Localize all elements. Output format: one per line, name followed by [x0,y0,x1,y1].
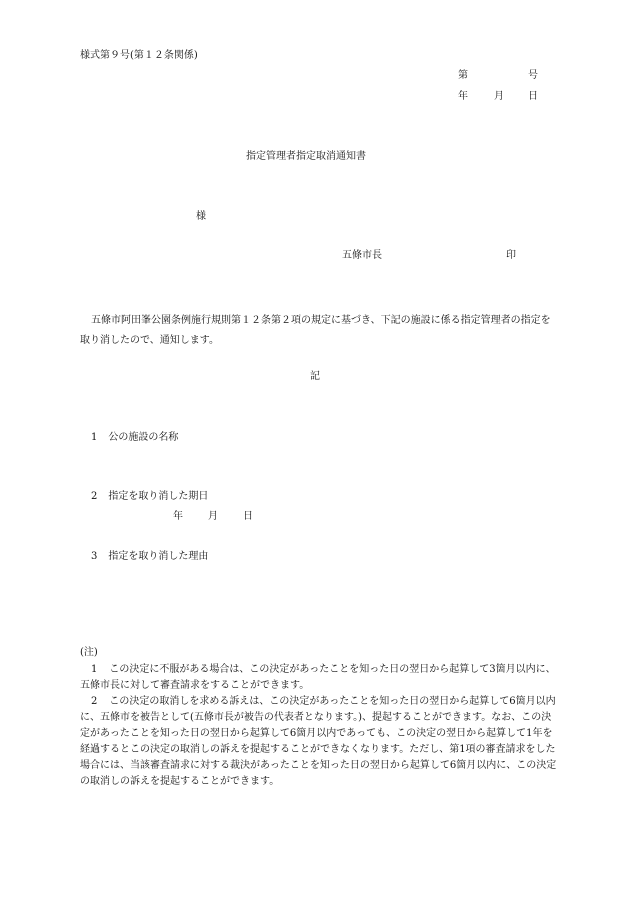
item-2 [91,491,208,503]
document-number-prefix: 第 [458,70,468,81]
item-3 [91,551,208,563]
document-title: 指定管理者指定取消通知書 [246,151,366,162]
document-number-suffix: 号 [528,70,538,81]
item-number: 3 [91,551,98,562]
note-2 [80,694,558,790]
item-number: 2 [91,491,98,502]
item-label: 指定を取り消した理由 [108,551,209,562]
note-1 [80,662,558,694]
notes-heading: (注) [80,647,98,658]
date-year: 年 [458,91,468,102]
item2-date-month: 月 [208,511,218,522]
date-day: 日 [528,91,538,102]
ki-label: 記 [310,371,320,382]
body-paragraph: 五條市阿田峯公園条例施行規則第１２条第２項の規定に基づき、下記の施設に係る指定管理者の指定を取り消したので、通知します。 [80,315,551,346]
item2-date-day: 日 [243,511,253,522]
item2-date-year: 年 [173,511,183,522]
note-text: この決定に不服がある場合は、この決定があったことを知った日の翌日から起算して3箇月以内に、五條市長に対して審査請求をすることができます。 [80,664,556,691]
form-label: 様式第９号(第１２条関係) [80,50,198,61]
date-month: 月 [494,91,504,102]
addressee-suffix: 様 [196,211,206,222]
note-text: この決定の取消しを求める訴えは、この決定があったことを知った日の翌日から起算して6箇月以内に、五條市を被告として(五條市長が被告の代表者となります。)、提起することができます。なお、この決定があったことを知った日の翌日から起算して6箇月以内であっても、この決定の翌日から起算して1年を経過するとこの決定の取消しの訴えを提起することができなくなります。ただし、第1項の審査請求をした場合には、当該審査請求に対する裁決があったことを知った日の翌日から起算して6箇月以内に、この決定の取消しの訴えを提起することができます。 [80,696,557,787]
item-number: 1 [91,432,98,443]
seal-mark: 印 [506,250,516,261]
item-label: 公の施設の名称 [108,432,179,443]
item-1 [91,432,178,444]
note-number: 1 [91,664,98,675]
issuer-name: 五條市長 [342,250,382,261]
item-label: 指定を取り消した期日 [108,491,209,502]
note-number: 2 [91,696,98,707]
